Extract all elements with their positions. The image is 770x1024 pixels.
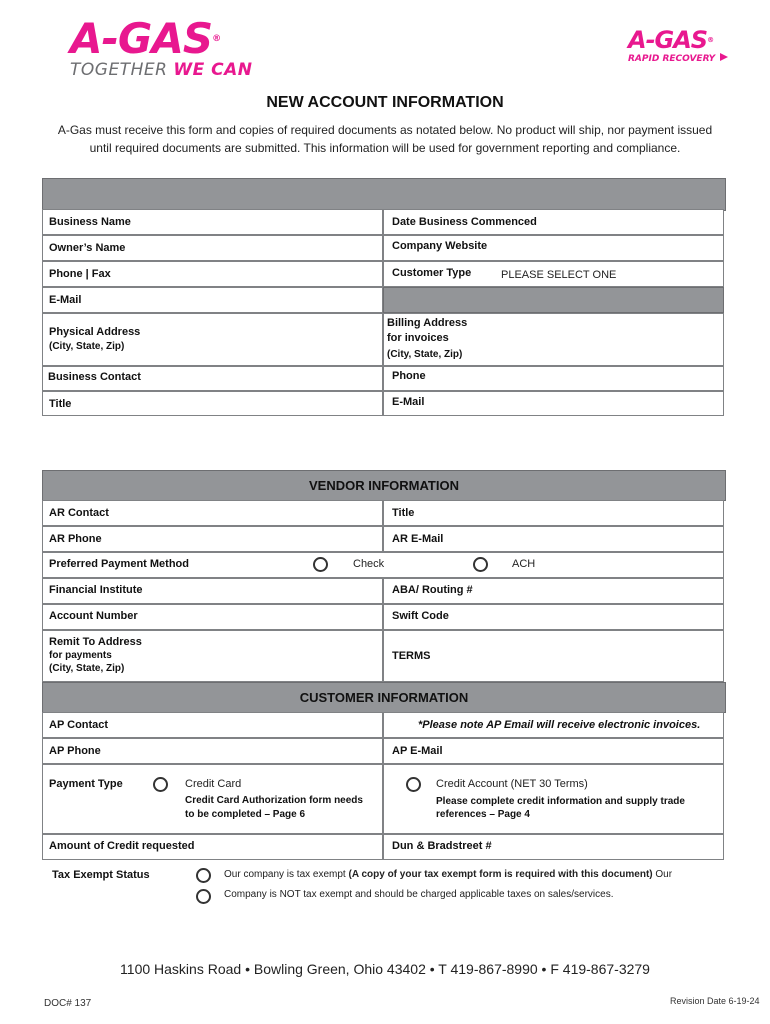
phone-fax-label: Phone | Fax — [49, 268, 111, 280]
physical-address-sub: (City, State, Zip) — [49, 341, 125, 352]
logo-right-subtitle — [628, 53, 728, 64]
arrow-icon — [720, 53, 728, 61]
preferred-payment-label: Preferred Payment Method — [49, 558, 189, 570]
vendor-title-field[interactable] — [383, 500, 724, 526]
ap-email-note: *Please note AP Email will receive electronic invoices. — [418, 719, 701, 731]
footer-address: 1100 Haskins Road • Bowling Green, Ohio 43402 • T 419-867-8990 • F 419-867-3279 — [120, 961, 650, 977]
logo-tagline — [70, 60, 252, 80]
tax-opt1-a: Our company is tax exempt — [224, 869, 349, 880]
phone-label: Phone — [392, 370, 426, 382]
phone-field[interactable] — [383, 366, 724, 391]
vendor-title-label: Title — [392, 507, 415, 519]
aba-routing-label: ABA/ Routing # — [392, 584, 473, 596]
account-number-label: Account Number — [49, 610, 138, 622]
logo-main-text: A-GAS — [70, 14, 213, 63]
customer-type-label: Customer Type — [392, 267, 472, 279]
date-commenced-label: Date Business Commenced — [392, 216, 537, 228]
email-right-label: E-Mail — [392, 396, 425, 408]
revision-date: Revision Date 6-19-24 — [670, 996, 760, 1006]
credit-account-note-1: Please complete credit information and supply trade — [436, 796, 685, 807]
dun-bradstreet-label: Dun & Bradstreet # — [392, 840, 492, 852]
ar-phone-label: AR Phone — [49, 533, 102, 545]
amount-credit-label: Amount of Credit requested — [49, 840, 195, 852]
credit-card-label: Credit Card — [185, 778, 242, 790]
registered-mark: ® — [212, 34, 221, 44]
billing-address-sub: (City, State, Zip) — [387, 349, 463, 360]
credit-account-radio[interactable] — [406, 777, 421, 792]
ar-contact-label: AR Contact — [49, 507, 109, 519]
email-right-field[interactable] — [383, 391, 724, 416]
ap-phone-label: AP Phone — [49, 745, 101, 757]
not-tax-exempt-radio[interactable] — [196, 889, 211, 904]
vendor-header: VENDOR INFORMATION — [42, 470, 726, 501]
title-label: Title — [49, 398, 72, 410]
doc-number: DOC# 137 — [44, 998, 92, 1009]
credit-card-radio[interactable] — [153, 777, 168, 792]
check-radio[interactable] — [313, 557, 328, 572]
check-label: Check — [353, 558, 385, 570]
customer-header: CUSTOMER INFORMATION — [42, 682, 726, 713]
title-field[interactable] — [42, 391, 383, 416]
logo-right-mark: ® — [707, 36, 714, 44]
owners-name-label: Owner’s Name — [49, 242, 126, 254]
account-header-band — [42, 178, 726, 211]
credit-account-note-2: references – Page 4 — [436, 809, 530, 820]
terms-field[interactable] — [383, 630, 724, 682]
remit-sub-1: for payments — [49, 650, 112, 661]
customer-type-value: PLEASE SELECT ONE — [501, 269, 617, 281]
billing-address-label-2: for invoices — [387, 332, 449, 344]
swift-code-label: Swift Code — [392, 610, 449, 622]
email-field[interactable] — [42, 287, 383, 313]
page-title: NEW ACCOUNT INFORMATION — [266, 94, 504, 111]
remit-sub-2: (City, State, Zip) — [49, 663, 125, 674]
ap-contact-label: AP Contact — [49, 719, 109, 731]
credit-card-note-1: Credit Card Authorization form needs — [185, 795, 363, 806]
credit-card-note-2: to be completed – Page 6 — [185, 809, 306, 820]
tax-exempt-label: Tax Exempt Status — [52, 869, 150, 881]
ar-email-label: AR E-Mail — [392, 533, 444, 545]
remit-to-label: Remit To Address — [49, 636, 142, 648]
tax-exempt-radio[interactable] — [196, 868, 211, 883]
physical-address-label: Physical Address — [49, 326, 141, 338]
ap-email-label: AP E-Mail — [392, 745, 443, 757]
tax-opt1-b: (A copy of your tax exempt form is required with this document) — [348, 869, 653, 880]
financial-institute-label: Financial Institute — [49, 584, 143, 596]
customer-type-select[interactable] — [498, 262, 723, 287]
business-name-label: Business Name — [49, 216, 131, 228]
rapid-recovery-logo — [628, 28, 728, 64]
business-contact-label: Business Contact — [48, 371, 141, 383]
tagline-part1: TOGETHER — [70, 60, 168, 80]
not-tax-exempt-label: Company is NOT tax exempt and should be charged applicable taxes on sales/services. — [224, 889, 614, 900]
ach-label: ACH — [512, 558, 536, 570]
company-website-label: Company Website — [392, 240, 488, 252]
agas-logo — [70, 14, 253, 80]
billing-address-label: Billing Address — [387, 317, 468, 329]
tax-exempt-option — [224, 869, 672, 880]
physical-address-field[interactable] — [42, 313, 383, 366]
email-label: E-Mail — [49, 294, 82, 306]
terms-label: TERMS — [392, 650, 431, 662]
logo-right-sub-text: RAPID RECOVERY — [628, 54, 716, 64]
credit-account-label: Credit Account (NET 30 Terms) — [436, 778, 588, 790]
ach-radio[interactable] — [473, 557, 488, 572]
logo-right-text: A-GAS — [628, 26, 708, 54]
intro-text: A-Gas must receive this form and copies of required documents as notated below. No product will ship, nor payment issued until required documents are submitted. This information will be used for government reporting and compliance. — [57, 123, 713, 155]
tax-opt1-c: Our — [652, 869, 673, 880]
email-gray-cell — [383, 287, 724, 313]
payment-type-label: Payment Type — [49, 778, 123, 790]
tagline-part2: WE CAN — [173, 60, 253, 80]
